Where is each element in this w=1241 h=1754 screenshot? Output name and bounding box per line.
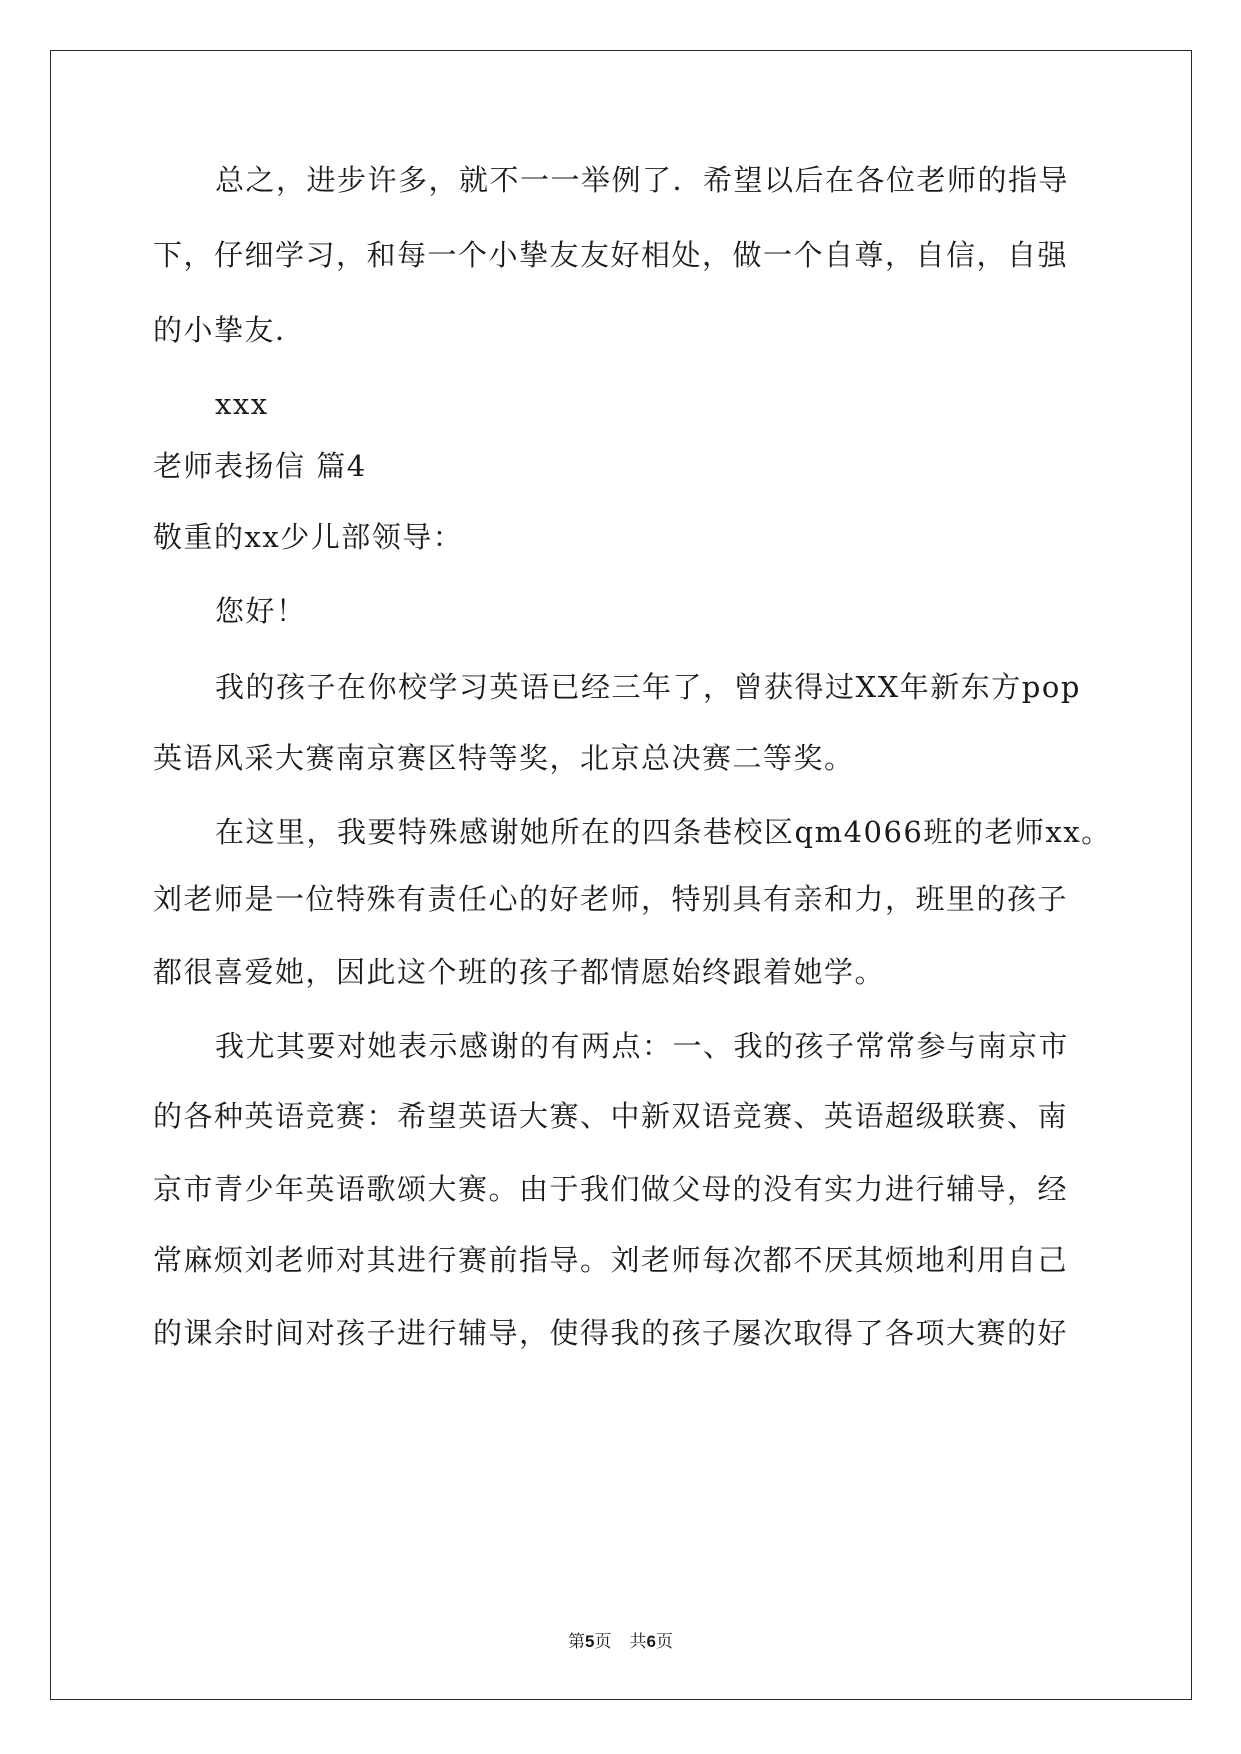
text-line: 都很喜爱她，因此这个班的孩子都情愿始终跟着她学。 <box>153 955 886 989</box>
total-suffix: 页 <box>655 1632 673 1652</box>
text-line: 常麻烦刘老师对其进行赛前指导。刘老师每次都不厌其烦地利用自己 <box>153 1243 1069 1277</box>
signature-line: xxx <box>215 387 269 421</box>
text-line: 在这里，我要特殊感谢她所在的四条巷校区qm4066班的老师xx。 <box>215 815 1112 849</box>
total-prefix: 共 <box>629 1632 647 1652</box>
text-line: 的小挚友． <box>153 313 306 347</box>
text-line: 我的孩子在你校学习英语已经三年了，曾获得过XX年新东方pop <box>215 670 1081 704</box>
text-line: 京市青少年英语歌颂大赛。由于我们做父母的没有实力进行辅导，经 <box>153 1172 1069 1206</box>
page-prefix: 第 <box>568 1632 586 1652</box>
text-line: 下，仔细学习，和每一个小挚友友好相处，做一个自尊，自信，自强 <box>153 238 1069 272</box>
text-line: 我尤其要对她表示感谢的有两点：一、我的孩子常常参与南京市 <box>215 1029 1070 1063</box>
text-line: 的各种英语竞赛：希望英语大赛、中新双语竞赛、英语超级联赛、南 <box>153 1099 1069 1133</box>
page-footer <box>0 1627 1241 1652</box>
text-line: 总之，进步许多，就不一一举例了．希望以后在各位老师的指导 <box>215 163 1070 197</box>
page-suffix: 页 <box>594 1632 612 1652</box>
text-line: 的课余时间对孩子进行辅导，使得我的孩子屡次取得了各项大赛的好 <box>153 1316 1069 1350</box>
text-line: 英语风采大赛南京赛区特等奖，北京总决赛二等奖。 <box>153 741 855 775</box>
total-pages: 6 <box>646 1632 656 1651</box>
page-number: 5 <box>585 1632 595 1651</box>
page-border <box>50 50 1192 1700</box>
salutation: 敬重的xx少儿部领导： <box>153 520 464 554</box>
greeting: 您好！ <box>215 594 307 628</box>
text-line: 刘老师是一位特殊有责任心的好老师，特别具有亲和力，班里的孩子 <box>153 882 1069 916</box>
section-heading: 老师表扬信 篇4 <box>153 449 367 483</box>
